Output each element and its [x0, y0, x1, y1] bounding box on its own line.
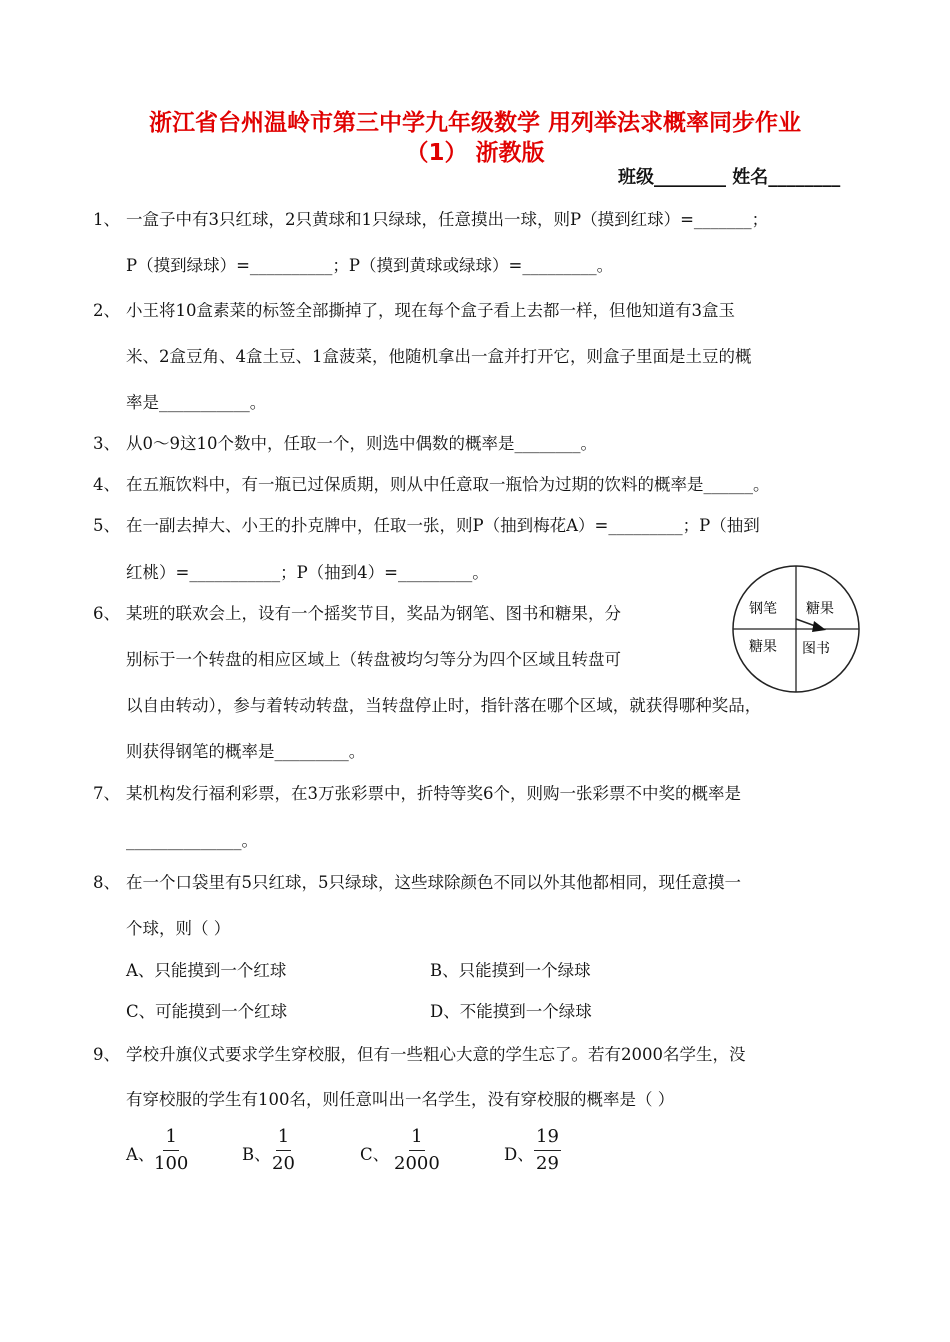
q9-option-a-denominator: 100: [154, 1153, 189, 1174]
q9-option-c-numerator: 1: [409, 1126, 424, 1151]
q8-option-a: A、只能摸到一个红球: [126, 961, 287, 980]
q6-line-3: 以自由转动），参与着转动转盘，当转盘停止时，指针落在哪个区域，就获得哪种奖品，: [126, 696, 762, 715]
prize-spinner: [730, 563, 862, 695]
q6-line-1: 某班的联欢会上，设有一个摇奖节目，奖品为钢笔、图书和糖果，分: [126, 604, 621, 623]
q2-line-3: 率是___________。: [126, 393, 267, 412]
q9-option-b-fraction: [272, 1126, 295, 1177]
q9-option-d-denominator: 29: [536, 1153, 559, 1174]
q9-option-b-denominator: 20: [272, 1153, 295, 1174]
q3-number: 3、: [93, 434, 120, 453]
q1-number: 1、: [93, 210, 120, 229]
q9-option-d-numerator: 19: [534, 1126, 561, 1151]
q8-option-c: C、可能摸到一个红球: [126, 1002, 288, 1021]
q5-line-1: 在一副去掉大、小王的扑克牌中，任取一张，则P（抽到梅花A）=_________；P（抽到: [126, 516, 760, 535]
q9-option-d-fraction: [534, 1126, 561, 1177]
title-line-1: 浙江省台州温岭市第三中学九年级数学 用列举法求概率同步作业: [148, 110, 801, 136]
q2-number: 2、: [93, 301, 120, 320]
q8-option-b: B、只能摸到一个绿球: [430, 961, 591, 980]
q6-line-2: 别标于一个转盘的相应区域上（转盘被均匀等分为四个区域且转盘可: [126, 650, 621, 669]
q7-line-1: 某机构发行福利彩票，在3万张彩票中，折特等奖6个，则购一张彩票不中奖的概率是: [126, 784, 741, 803]
q5-line-2: 红桃）=___________；P（抽到4）=_________。: [126, 563, 489, 582]
q2-line-2: 米、2盒豆角、4盒土豆、1盒菠菜，他随机拿出一盒并打开它，则盒子里面是土豆的概: [126, 347, 752, 366]
q9-option-b-label: B、: [242, 1145, 271, 1164]
q9-option-a-label: A、: [126, 1145, 155, 1164]
spinner-label-candy-top: 糖果: [806, 601, 834, 617]
q9-option-a-numerator: 1: [163, 1126, 178, 1151]
q4-number: 4、: [93, 475, 120, 494]
q8-number: 8、: [93, 873, 120, 892]
q5-number: 5、: [93, 516, 120, 535]
q1-line-1: 一盒子中有3只红球，2只黄球和1只绿球，任意摸出一球，则P（摸到红球）=_______；: [126, 210, 769, 229]
q8-option-d: D、不能摸到一个绿球: [430, 1002, 592, 1021]
spinner-label-book: 图书: [802, 641, 830, 657]
q4-line-1: 在五瓶饮料中，有一瓶已过保质期，则从中任意取一瓶恰为过期的饮料的概率是______。: [126, 475, 770, 494]
q7-line-2: ______________。: [126, 831, 258, 850]
q8-line-2: 个球，则（ ）: [126, 919, 231, 938]
q9-line-2: 有穿校服的学生有100名，则任意叫出一名学生，没有穿校服的概率是（ ）: [126, 1090, 675, 1109]
q7-number: 7、: [93, 784, 120, 803]
q2-line-1: 小王将10盒素菜的标签全部撕掉了，现在每个盒子看上去都一样，但他知道有3盒玉: [126, 301, 735, 320]
spinner-label-pen: 钢笔: [749, 601, 777, 617]
q9-option-c-label: C、: [360, 1145, 390, 1164]
spinner-label-candy-bottom: 糖果: [749, 639, 777, 655]
q9-option-a-fraction: [154, 1126, 188, 1177]
q6-number: 6、: [93, 604, 120, 623]
q9-option-c-fraction: [394, 1126, 440, 1177]
q1-line-2: P（摸到绿球）=__________；P（摸到黄球或绿球）=_________。: [126, 256, 614, 275]
class-name-line: 班级________ 姓名________: [618, 167, 841, 188]
q9-line-1: 学校升旗仪式要求学生穿校服，但有一些粗心大意的学生忘了。若有2000名学生，没: [126, 1045, 746, 1064]
q9-option-c-denominator: 2000: [394, 1153, 440, 1174]
q6-line-4: 则获得钢笔的概率是_________。: [126, 742, 366, 761]
q9-number: 9、: [93, 1045, 120, 1064]
q9-option-b-numerator: 1: [276, 1126, 291, 1151]
title-line-2: （1） 浙教版: [405, 140, 545, 166]
q9-option-d-label: D、: [504, 1145, 534, 1164]
q3-line-1: 从0～9这10个数中，任取一个，则选中偶数的概率是________。: [126, 434, 597, 453]
q8-line-1: 在一个口袋里有5只红球，5只绿球，这些球除颜色不同以外其他都相同，现任意摸一: [126, 873, 741, 892]
